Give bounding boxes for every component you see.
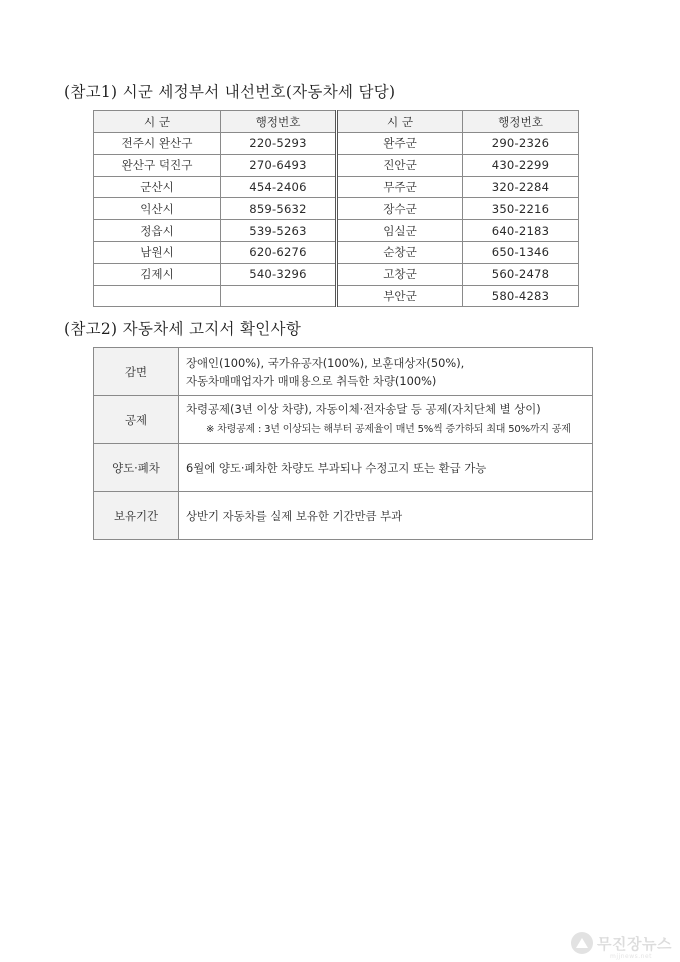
- number-cell: 540-3296: [221, 263, 337, 285]
- city-cell: 순창군: [337, 241, 463, 263]
- city-cell: 무주군: [337, 176, 463, 198]
- content-line: 자동차매매업자가 매매용으로 취득한 차량(100%): [186, 373, 437, 388]
- city-cell: 장수군: [337, 198, 463, 220]
- number-cell: 539-5263: [221, 220, 337, 242]
- table-row: [94, 348, 593, 396]
- header-number: 행정번호: [221, 111, 337, 133]
- row-label: 공제: [94, 396, 179, 444]
- extension-number-table: [93, 110, 579, 307]
- header-city: 시 군: [94, 111, 221, 133]
- city-cell: 정읍시: [94, 220, 221, 242]
- row-content: 6월에 양도·폐차한 차량도 부과되나 수정고지 또는 환급 가능: [179, 444, 593, 492]
- table-row: [94, 154, 579, 176]
- city-cell: 익산시: [94, 198, 221, 220]
- row-label: 감면: [94, 348, 179, 396]
- row-label: 양도·폐차: [94, 444, 179, 492]
- table-row: [94, 198, 579, 220]
- city-cell: 부안군: [337, 285, 463, 307]
- table-row: [94, 176, 579, 198]
- note-text: ※ 차령공제 : 3년 이상되는 해부터 공제율이 매년 5%씩 증가하되 최대 50%까지 공제: [206, 424, 571, 435]
- number-cell: 320-2284: [463, 176, 579, 198]
- row-content: 상반기 자동차를 실제 보유한 기간만큼 부과: [179, 492, 593, 540]
- header-city: 시 군: [337, 111, 463, 133]
- table-row: [94, 444, 593, 492]
- row-content: [179, 396, 593, 444]
- row-label: 보유기간: [94, 492, 179, 540]
- number-cell: 290-2326: [463, 133, 579, 155]
- content-line: 장애인(100%), 국가유공자(100%), 보훈대상자(50%),: [186, 355, 465, 370]
- city-cell: 김제시: [94, 263, 221, 285]
- number-cell: 350-2216: [463, 198, 579, 220]
- number-cell: 270-6493: [221, 154, 337, 176]
- table-row: [94, 492, 593, 540]
- mountain-logo-icon: [571, 932, 593, 954]
- number-cell: 620-6276: [221, 241, 337, 263]
- number-cell: 454-2406: [221, 176, 337, 198]
- number-cell: [221, 285, 337, 307]
- ref1-title: (참고1) 시군 세정부서 내선번호(자동차세 담당): [64, 83, 396, 101]
- table-row: [94, 133, 579, 155]
- city-cell: 전주시 완산구: [94, 133, 221, 155]
- number-cell: 650-1346: [463, 241, 579, 263]
- city-cell: 완산구 덕진구: [94, 154, 221, 176]
- number-cell: 580-4283: [463, 285, 579, 307]
- table-row: [94, 263, 579, 285]
- number-cell: 859-5632: [221, 198, 337, 220]
- table-row: [94, 285, 579, 307]
- content-line: 차령공제(3년 이상 차량), 자동이체·전자송달 등 공제(자치단체 별 상이): [186, 402, 541, 416]
- city-cell: 군산시: [94, 176, 221, 198]
- tax-notice-table: [93, 347, 593, 540]
- watermark-url: mjjnews.net: [610, 953, 652, 960]
- watermark: [571, 932, 672, 960]
- watermark-text: 무진장뉴스: [597, 934, 672, 953]
- number-cell: 430-2299: [463, 154, 579, 176]
- city-cell: 임실군: [337, 220, 463, 242]
- city-cell: [94, 285, 221, 307]
- city-cell: 완주군: [337, 133, 463, 155]
- number-cell: 640-2183: [463, 220, 579, 242]
- table-row: [94, 220, 579, 242]
- header-number: 행정번호: [463, 111, 579, 133]
- table-header-row: [94, 111, 579, 133]
- row-content: [179, 348, 593, 396]
- table-row: [94, 396, 593, 444]
- city-cell: 진안군: [337, 154, 463, 176]
- number-cell: 560-2478: [463, 263, 579, 285]
- ref2-title: (참고2) 자동차세 고지서 확인사항: [64, 320, 302, 338]
- table-row: [94, 241, 579, 263]
- number-cell: 220-5293: [221, 133, 337, 155]
- city-cell: 남원시: [94, 241, 221, 263]
- city-cell: 고창군: [337, 263, 463, 285]
